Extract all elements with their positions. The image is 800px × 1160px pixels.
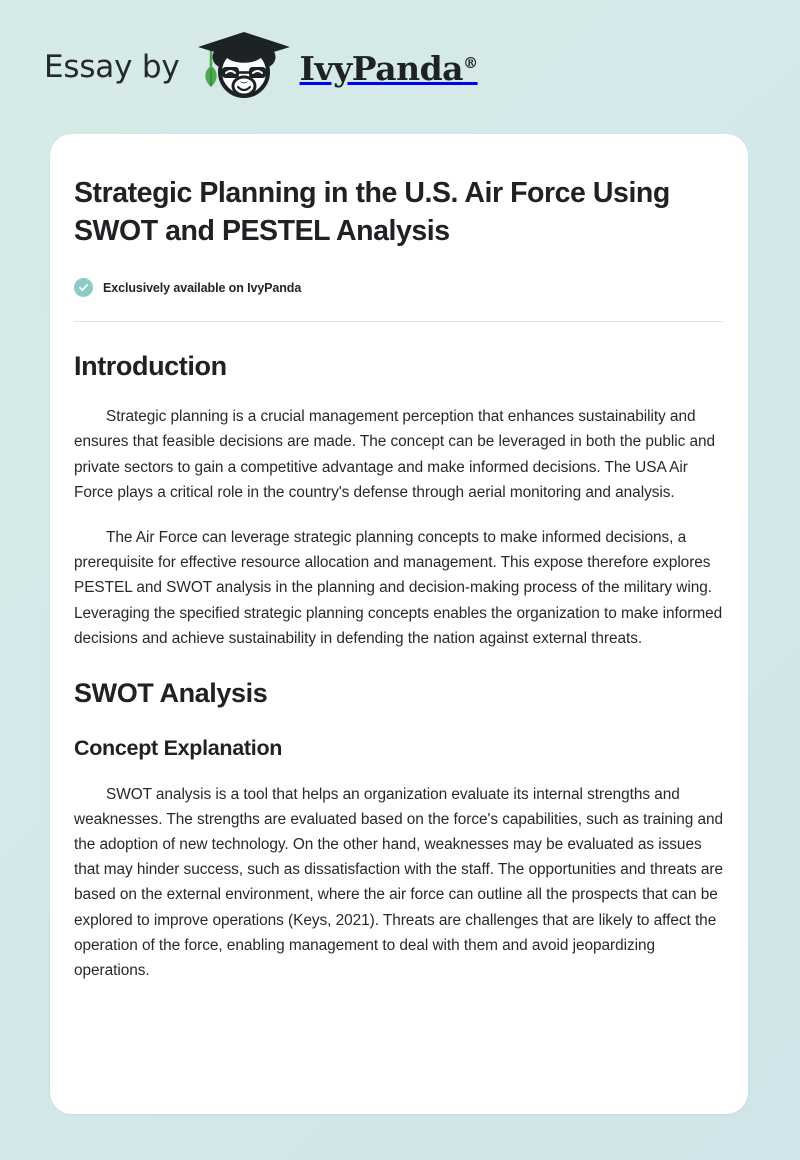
paragraph-introduction-2: The Air Force can leverage strategic planning concepts to make informed decisions, a prerequisite for effective resource allocation and management. This expose therefore explores PESTEL and SWOT analysis in the planning and decision-making process of the military wing. Leveraging the specified strategic planning concepts enables the organization to make informed decisions and achieve sustainability in defending the nation against external threats.: [74, 528, 723, 647]
masthead: [0, 0, 800, 90]
paragraph-introduction-1: Strategic planning is a crucial management perception that enhances sustainability and ensures that feasible decisions are made. The concept can be leveraged in both the public and private sectors to gain a competitive advantage and make informed decisions. The USA Air Force plays a critical role in the country's defense through aerial monitoring and analysis.: [74, 408, 716, 501]
exclusive-badge-label: Exclusively available on IvyPanda: [103, 280, 302, 295]
essay-by-label: Essay by: [44, 48, 180, 85]
ivypanda-wordmark: [299, 48, 478, 88]
ivypanda-brand-logo[interactable]: [194, 34, 478, 100]
brand-name-text: IvyPanda: [299, 48, 464, 88]
check-circle-icon: [74, 278, 93, 297]
section-heading-swot-analysis: SWOT Analysis: [74, 677, 268, 708]
section-heading-introduction: Introduction: [74, 351, 227, 382]
registered-trademark-icon: ®: [463, 53, 478, 72]
essay-paper-card: [50, 134, 748, 1114]
panda-graduate-logo-icon: [194, 34, 300, 100]
page-title: Strategic Planning in the U.S. Air Force Using SWOT and PESTEL Analysis: [74, 177, 670, 248]
subsection-heading-concept-explanation: Concept Explanation: [74, 735, 283, 760]
exclusive-availability-badge: [74, 278, 723, 297]
title-divider: [74, 321, 723, 322]
paragraph-concept-explanation-1: SWOT analysis is a tool that helps an organization evaluate its internal strengths and weaknesses. The strengths are evaluated based on the force's capabilities, such as training and the adoption of new technology. On the other hand, weaknesses may be evaluated as issues that may hinder success, such as dissatisfaction with the staff. The opportunities and threats are based on the external environment, where the air force can outline all the prospects that can be explored to improve operations (Keys, 2021). Threats are challenges that are likely to affect the operation of the force, enabling management to deal with them and avoid jeopardizing operations.: [74, 785, 723, 979]
